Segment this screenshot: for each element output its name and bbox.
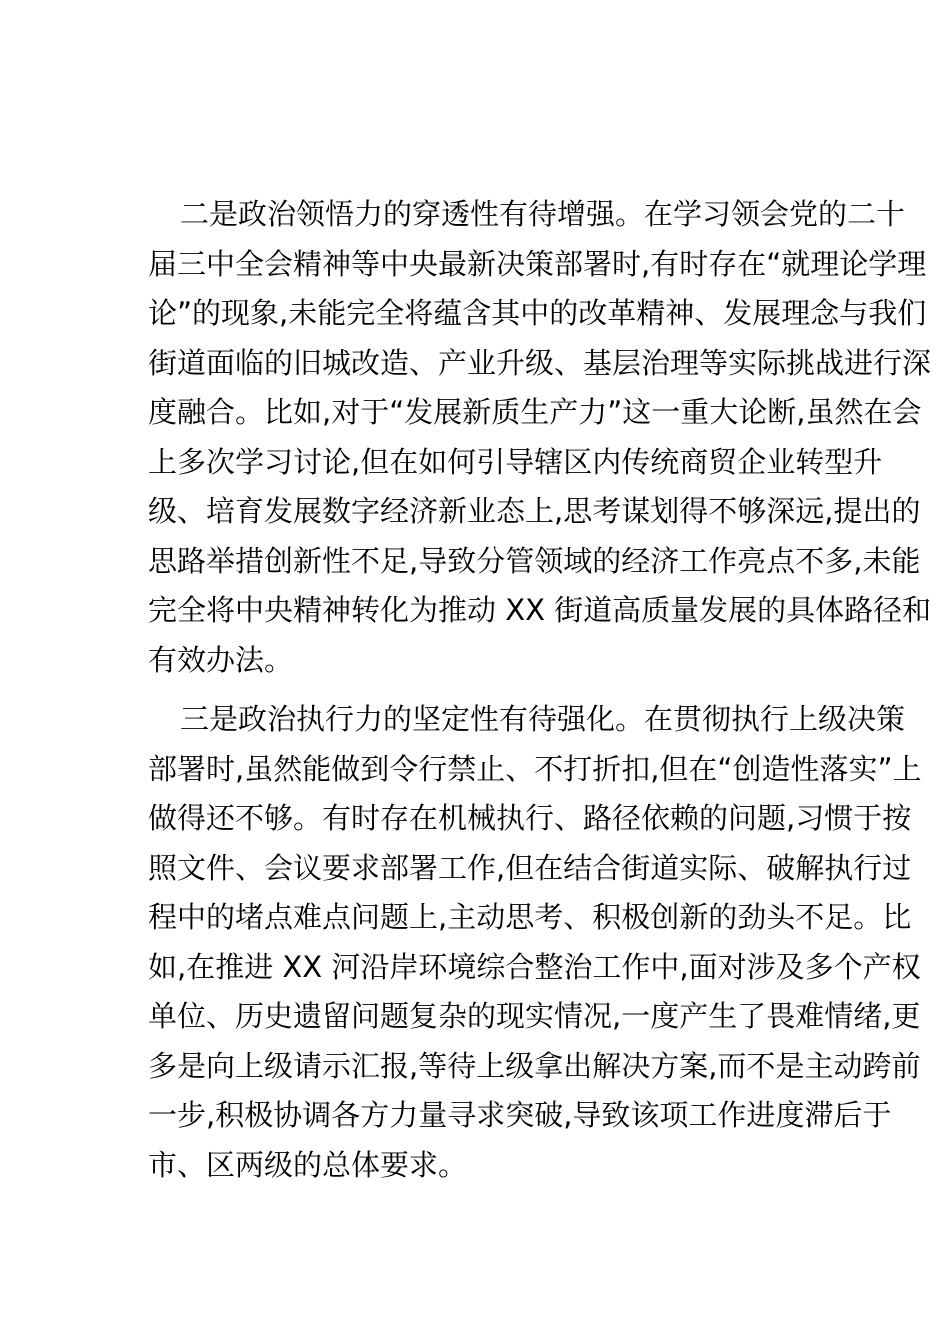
text-line: 部署时,虽然能做到令行禁止、不打折扣,但在“创造性落实”上	[148, 751, 922, 786]
text-line: 市、区两级的总体要求。	[148, 1147, 468, 1182]
text-line: 街道面临的旧城改造、产业升级、基层治理等实际挑战进行深	[148, 345, 932, 380]
text-line: 届三中全会精神等中央最新决策部署时,有时存在“就理论学理	[148, 246, 927, 281]
text-line: 思路举措创新性不足,导致分管领域的经济工作亮点不多,未能	[148, 543, 921, 578]
text-line: 如,在推进 XX 河沿岸环境综合整治工作中,面对涉及多个产权	[148, 949, 921, 984]
document-page	[148, 190, 932, 1200]
text-line: 度融合。比如,对于“发展新质生产力”这一重大论断,虽然在会	[148, 395, 922, 429]
text-line: 完全将中央精神转化为推动 XX 街道高质量发展的具体路径和	[148, 593, 932, 627]
text-line: 三是政治执行力的坚定性有待强化。在贯彻执行上级决策	[180, 702, 906, 736]
text-line: 有效办法。	[148, 642, 294, 677]
paragraph	[148, 190, 932, 685]
text-line: 二是政治领悟力的穿透性有待增强。在学习领会党的二十	[180, 197, 906, 231]
text-line: 照文件、会议要求部署工作,但在结合街道实际、破解执行过	[148, 850, 912, 885]
text-line: 级、培育发展数字经济新业态上,思考谋划得不够深远,提出的	[148, 494, 921, 528]
text-line: 多是向上级请示汇报,等待上级拿出解决方案,而不是主动跨前	[148, 1048, 921, 1083]
text-line: 单位、历史遗留问题复杂的现实情况,一度产生了畏难情绪,更	[148, 999, 921, 1033]
text-line: 程中的堵点难点问题上,主动思考、积极创新的劲头不足。比	[148, 900, 912, 934]
text-line: 上多次学习讨论,但在如何引导辖区内传统商贸企业转型升	[148, 444, 883, 479]
text-line: 做得还不够。有时存在机械执行、路径依赖的问题,习惯于按	[148, 801, 912, 835]
text-line: 论”的现象,未能完全将蕴含其中的改革精神、发展理念与我们	[148, 296, 927, 330]
text-line: 一步,积极协调各方力量寻求突破,导致该项工作进度滞后于	[148, 1098, 892, 1132]
paragraph	[148, 695, 922, 1190]
